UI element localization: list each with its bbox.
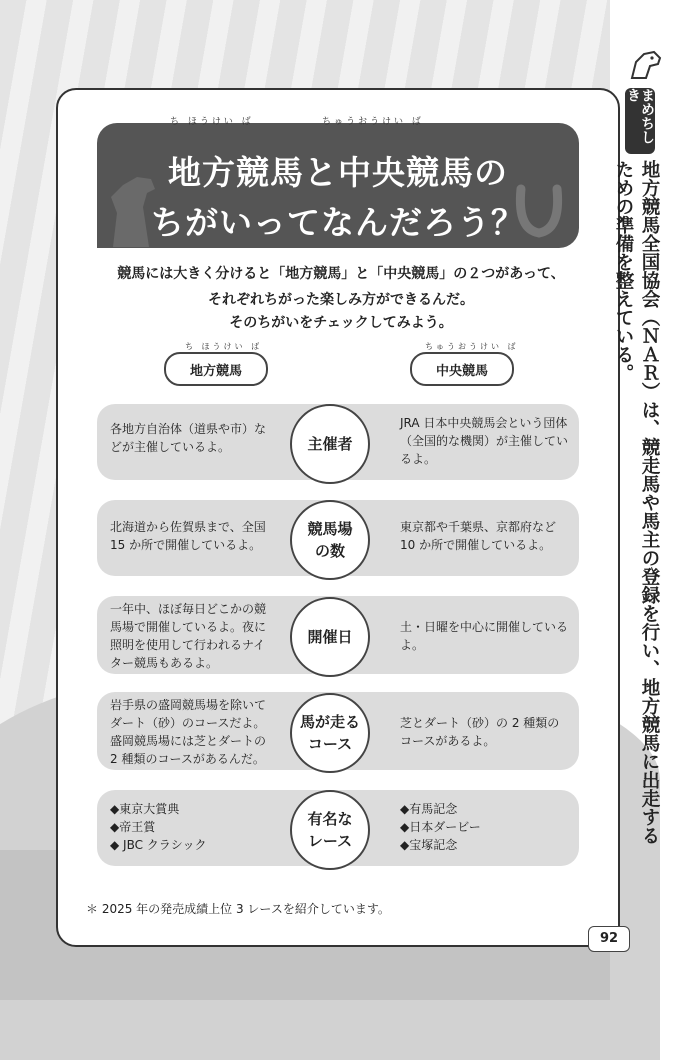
row-organizer-right: JRA 日本中央競馬会という団体（全国的な機関）が主催しているよ。 bbox=[400, 416, 569, 466]
row-organizer-label bbox=[290, 404, 370, 484]
row-venues-right: 東京都や千葉県、京都府など10 か所で開催しているよ。 bbox=[400, 520, 557, 552]
sidebar-tag bbox=[625, 88, 655, 154]
intro-line-1: 競馬には大きく分けると「地方競馬」と「中央競馬」の２つがあって、 bbox=[117, 266, 565, 282]
page-title-line-2: ちがいってなんだろう？ bbox=[151, 203, 525, 242]
left-column-label bbox=[164, 352, 268, 386]
row-venues-left: 北海道から佐賀県まで、全国15 か所で開催しているよ。 bbox=[110, 520, 266, 552]
row-venues-label-text: 競馬場の数 bbox=[307, 520, 353, 560]
row-course-label-text: 馬が走るコース bbox=[299, 713, 360, 753]
row-course-label bbox=[290, 693, 370, 773]
row-course-right: 芝とダート（砂）の 2 種類のコースがあるよ。 bbox=[400, 716, 560, 748]
list-item: ◆東京大賞典 bbox=[110, 802, 180, 816]
page-number: 92 bbox=[588, 926, 630, 952]
right-column-label-text: 中央競馬 bbox=[435, 363, 488, 379]
list-item: ◆日本ダービー bbox=[400, 820, 481, 834]
footnote: ＊ 2025 年の発売成績上位 3 レースを紹介しています。 bbox=[86, 902, 390, 916]
row-race-days-label-text: 開催日 bbox=[307, 628, 353, 646]
title-ruby-left: ち ほうけい ば bbox=[170, 117, 254, 127]
left-column-ruby: ち ほうけい ば bbox=[185, 342, 263, 351]
row-organizer-label-text: 主催者 bbox=[307, 435, 353, 453]
title-box bbox=[97, 123, 579, 248]
page-title-line-1: 地方競馬と中央競馬の bbox=[168, 153, 508, 192]
list-item: ◆帝王賞 bbox=[110, 820, 156, 834]
list-item: ◆宝塚記念 bbox=[400, 838, 458, 852]
sidebar-tag-text: まめちしき bbox=[625, 88, 655, 144]
row-famous-races-right bbox=[400, 800, 570, 854]
list-item: ◆ JBC クラシック bbox=[110, 838, 207, 852]
left-column-label-text: 地方競馬 bbox=[189, 363, 242, 379]
row-famous-races-label-text: 有名なレース bbox=[307, 810, 353, 850]
row-venues-label bbox=[290, 500, 370, 580]
row-course-left: 岩手県の盛岡競馬場を除いてダート（砂）のコースだよ。盛岡競馬場には芝とダートの2 種類のコースがあるんだ。 bbox=[110, 698, 267, 766]
horse-head-icon bbox=[628, 48, 664, 82]
intro-line-3: そのちがいをチェックしてみよう。 bbox=[229, 315, 453, 331]
list-item: ◆有馬記念 bbox=[400, 802, 458, 816]
right-column-label bbox=[410, 352, 514, 386]
right-column-ruby: ちゅうおうけい ば bbox=[425, 342, 519, 351]
row-race-days-right: 土・日曜を中心に開催しているよ。 bbox=[400, 620, 569, 652]
row-famous-races-label bbox=[290, 790, 370, 870]
title-ruby-right: ちゅうおうけい ば bbox=[322, 117, 424, 127]
row-race-days-label bbox=[290, 597, 370, 677]
row-famous-races-left bbox=[110, 800, 270, 854]
intro-line-2: それぞれちがった楽しみ方ができるんだ。 bbox=[208, 292, 474, 308]
sidebar-text: 地方競馬全国協会（ＮＡＲ）は、競走馬や馬主の登録を行い、地方競馬に出走するための準備を整えている。 bbox=[613, 160, 660, 845]
row-race-days-left: 一年中、ほぼ毎日どこかの競馬場で開催しているよ。夜に照明を使用して行われるナイター競馬もあるよ。 bbox=[110, 602, 267, 670]
row-organizer-left: 各地方自治体（道県や市）などが主催しているよ。 bbox=[110, 422, 267, 454]
